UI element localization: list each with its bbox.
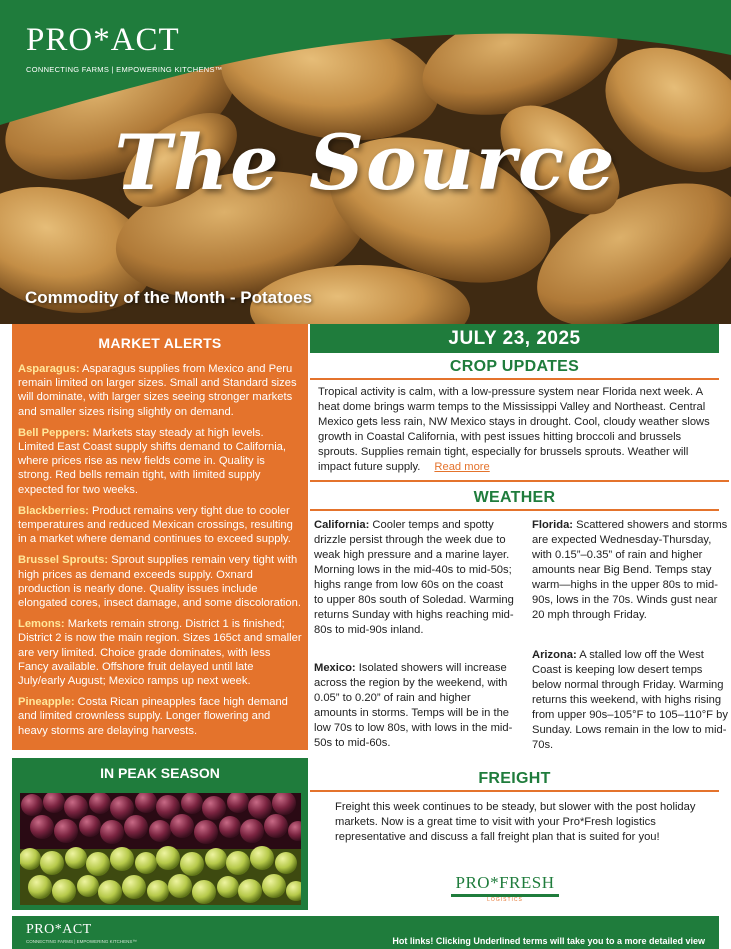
weather-arizona: [532, 648, 728, 753]
profresh-logo-text: PRO*FRESH: [455, 873, 555, 892]
region-name: California:: [314, 519, 370, 531]
region-text: Isolated showers will increase across the region by the weekend, with 0.05” to 0.20” of rain and higher amounts in storms. Temps will be in the low 70s to low 80s, with lows in the mid-50s to mid-60s.: [314, 662, 513, 749]
commodity-of-month: Commodity of the Month - Potatoes: [25, 288, 313, 307]
issue-date: JULY 23, 2025: [310, 324, 719, 353]
alert-lemons: [18, 617, 302, 688]
alert-text: Costa Rican pineapples face high demand and limited crownless supply. Longer flowering and heavy storms are delaying harvests.: [18, 696, 288, 737]
peak-season-heading: IN PEAK SEASON: [100, 765, 220, 781]
crop-updates-text: Tropical activity is calm, with a low-pressure system near Florida next week. A heat dome brings warm temps to the Mississippi Valley and Northeast. Central Mexico gets less rain, NW Mexico stays in drought. Cool, cloudy weather slows growth in Coastal California, with pest issues hitting broccoli and brussels sprouts. Supplies remain tight, especially for brussels sprouts. Weather will impact future supply.: [318, 386, 710, 473]
alert-pineapple: [18, 695, 302, 738]
divider: [310, 509, 719, 511]
market-alerts-heading: MARKET ALERTS: [98, 335, 222, 351]
newsletter-title: The Source: [114, 118, 617, 207]
divider: [310, 790, 719, 792]
alert-text: Markets stay steady at high levels. Limited East Coast supply shifts demand to California, where prices rise as new fields come in. Quality is strong. Red bells remain tight, with limited supply expected for two weeks.: [18, 426, 287, 496]
alert-name: Blackberries:: [18, 504, 89, 517]
alert-blackberries: [18, 504, 302, 547]
profresh-logo-sub: LOGISTICS: [487, 897, 523, 903]
footer-tagline: CONNECTING FARMS | EMPOWERING KITCHENS™: [26, 939, 137, 944]
divider: [310, 480, 729, 482]
region-name: Florida:: [532, 519, 574, 531]
region-text: A stalled low off the West Coast is keeping low desert temps below normal through Friday. Warming returns this weekend, with highs rising from upper 90s–105°F to 105–110°F by Sunday. Lows remain in the low to mid-70s.: [532, 649, 728, 751]
divider: [310, 378, 719, 380]
market-alerts-panel: [12, 324, 308, 750]
alert-text: Product remains very tight due to cooler temperatures and reduced Mexican crossings, resulting in a market where demand continues to exceed supply.: [18, 504, 293, 546]
region-name: Mexico:: [314, 662, 356, 674]
proact-logo: PRO*ACT: [26, 22, 180, 58]
weather-florida: [532, 518, 728, 623]
freight-text: Freight this week continues to be steady, but slower with the post holiday markets. Now is a great time to visit with your Pro*Fresh logistics representative and discuss a fall freight plan that is suited for you!: [335, 801, 696, 843]
read-more-link[interactable]: Read more: [434, 461, 490, 473]
region-text: Scattered showers and storms are expected Wednesday-Thursday, with 0.15”–0.35” of rain and higher amounts near Big Bend. Temps stay warm—highs in the upper 80s to mid-90s, lows in the 70s. Winds gust near 20 mph through Friday.: [532, 519, 728, 621]
alert-bell-peppers: [18, 426, 302, 497]
weather-california: [314, 518, 514, 638]
region-text: Cooler temps and spotty drizzle persist through the week due to weak high pressure and a marine layer. Morning lows in the mid-40s to mid-50s; highs range from low 60s on the coast to upper 80s south of Soledad. Warming returns Sunday with highs reaching mid-80s to mid-90s inland.: [314, 519, 514, 636]
region-name: Arizona:: [532, 649, 577, 661]
weather-heading: WEATHER: [473, 489, 556, 506]
alert-text: Asparagus supplies from Mexico and Peru remain limited on larger sizes. Small and Standard sizes will dominate, with larger sizes seeing stronger markets and smaller sizes rising slightly on demand.: [18, 363, 297, 418]
hero-banner: [0, 0, 731, 324]
alert-name: Lemons:: [18, 618, 65, 631]
alert-brussel-sprouts: [18, 553, 302, 610]
peak-season-panel: [12, 758, 308, 910]
alert-name: Bell Peppers:: [18, 426, 90, 439]
freight-heading: FREIGHT: [478, 770, 551, 787]
profresh-logo: [445, 873, 565, 903]
weather-mexico: [314, 661, 514, 751]
grapes-image: [20, 793, 301, 905]
alert-text: Markets remain strong. District 1 is finished; District 2 is now the main region. Sizes 165ct and smaller are very limited. Choice grade dominates, with less Fancy available. Offshore fruit delayed until late July/early August; Mexico ramps up next week.: [18, 618, 302, 688]
hot-links-note: Hot links! Clicking Underlined terms will take you to a more detailed view: [392, 936, 705, 946]
alert-name: Pineapple:: [18, 696, 75, 709]
crop-updates-body: [318, 385, 716, 475]
crop-updates-heading: CROP UPDATES: [449, 358, 580, 375]
footer-bar: [12, 916, 719, 949]
alert-asparagus: [18, 362, 302, 419]
footer-proact-logo: PRO*ACT: [26, 922, 92, 937]
alert-name: Asparagus:: [18, 363, 80, 375]
alert-name: Brussel Sprouts:: [18, 554, 109, 567]
brand-tagline: CONNECTING FARMS | EMPOWERING KITCHENS™: [26, 65, 223, 74]
alert-text: Sprout supplies remain very tight with high prices as demand exceeds supply. Oxnard production is nearly done. Quality issues include elongated cores, insect damage, and some discoloration.: [18, 554, 301, 610]
